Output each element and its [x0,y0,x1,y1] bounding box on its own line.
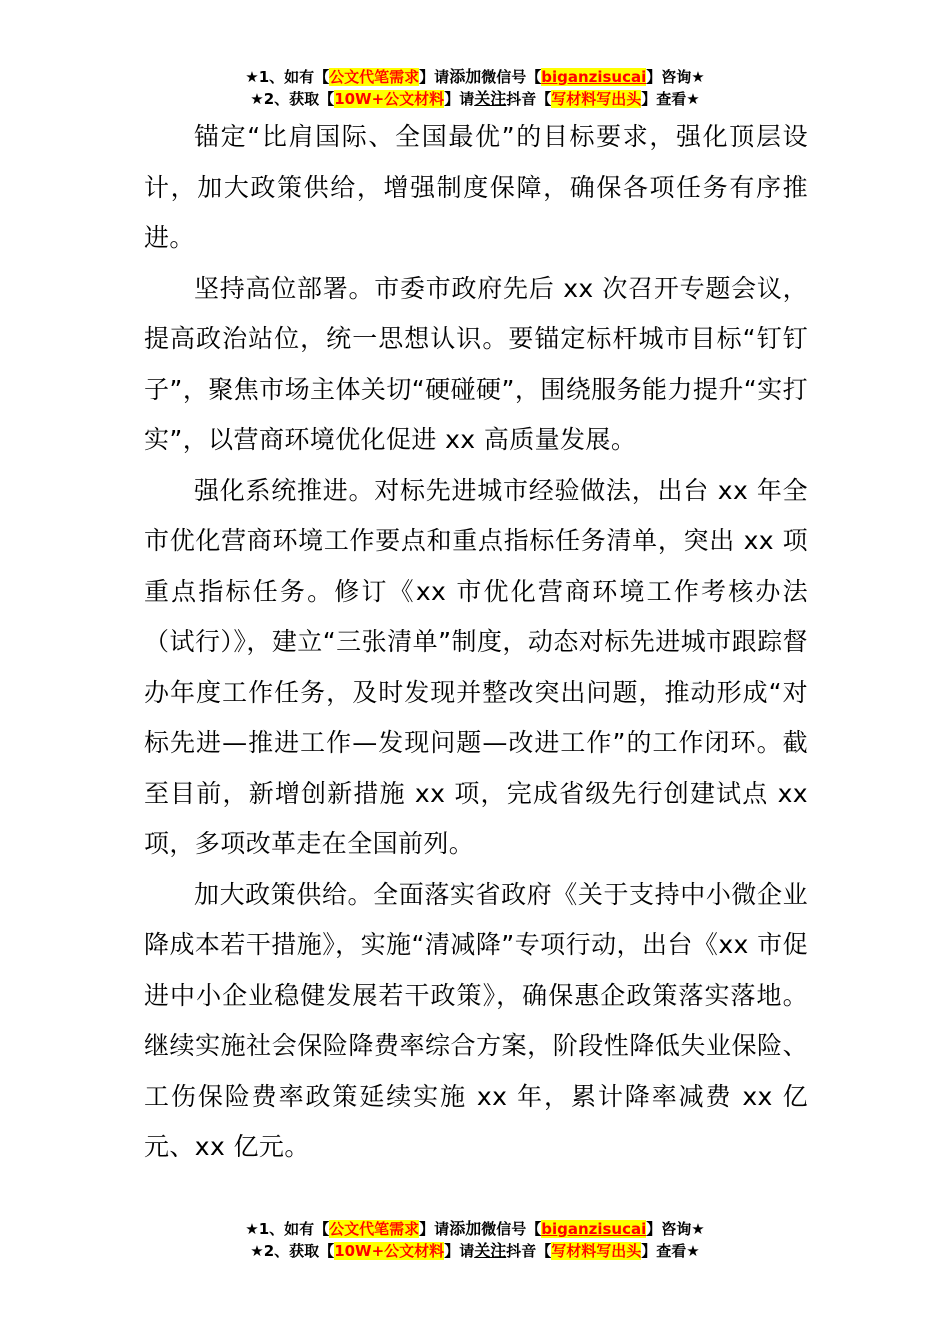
banner-text: 】请 [444,90,475,108]
banner-text: ★2、获取【 [250,1242,335,1260]
paragraph: 加大政策供给。全面落实省政府《关于支持中小微企业降成本若干措施》，实施“清减降”专项行动，出台《xx 市促进中小企业稳健发展若干政策》，确保惠企政策落实落地。继续实施社会保险降费率综合方案，阶段性降低失业保险、工伤保险费率政策延续实施 xx 年，累计降率减费 xx 亿元、xx 亿元。 [144,879,808,1161]
paragraph: 强化系统推进。对标先进城市经验做法，出台 xx 年全市优化营商环境工作要点和重点指标任务清单，突出 xx 项重点指标任务。修订《xx 市优化营商环境工作考核办法（试行）》，建立“三张清单”制度，动态对标先进城市跟踪督办年度工作任务，及时发现并整改突出问题，推动形成“对标先进—推进工作—发现问题—改进工作”的工作闭环。截至目前，新增创新措施 xx 项，完成省级先行创建试点 xx 项，多项改革走在全国前列。 [144,475,808,858]
banner-text: 关注 [474,89,507,108]
wechat-id-link[interactable]: biganzisucai [541,1220,647,1238]
banner-text: 】请 [444,1242,475,1260]
top-banner [0,66,950,110]
banner-line-2 [0,1240,950,1262]
wechat-id-link[interactable]: biganzisucai [541,68,647,86]
banner-text: 】请 [419,68,450,86]
banner-highlight: 10W+公文材料 [334,90,445,108]
banner-text: 关注 [474,1241,507,1260]
banner-text: 微信号【 [481,1220,542,1238]
paragraph: 锚定“比肩国际、全国最优”的目标要求，强化顶层设计，加大政策供给，增强制度保障，确保各项任务有序推进。 [144,122,808,252]
banner-text: ★2、获取【 [250,90,335,108]
bottom-banner [0,1218,950,1262]
banner-highlight: 写材料写出头 [551,90,642,108]
banner-highlight: 公文代笔需求 [329,1220,420,1238]
banner-line-1 [0,1218,950,1240]
banner-line-1 [0,66,950,88]
banner-text: 抖音【 [506,1242,552,1260]
banner-text: 抖音【 [506,90,552,108]
banner-text: 添加 [449,67,482,86]
banner-text: 】请 [419,1220,450,1238]
banner-highlight: 公文代笔需求 [329,68,420,86]
banner-text: 微信号【 [481,68,542,86]
banner-text: 】咨询★ [646,68,705,86]
banner-text: 】咨询★ [646,1220,705,1238]
paragraph: 坚持高位部署。市委市政府先后 xx 次召开专题会议，提高政治站位，统一思想认识。要锚定标杆城市目标“钉钉子”，聚焦市场主体关切“硬碰硬”，围绕服务能力提升“实打实”，以营商环境优化促进 xx 高质量发展。 [144,273,808,454]
document-body [144,112,808,1173]
banner-line-2 [0,88,950,110]
banner-text: ★1、如有【 [245,68,330,86]
banner-text: 添加 [449,1219,482,1238]
banner-highlight: 10W+公文材料 [334,1242,445,1260]
banner-text: ★1、如有【 [245,1220,330,1238]
banner-highlight: 写材料写出头 [551,1242,642,1260]
banner-text: 】查看★ [641,90,700,108]
banner-text: 】查看★ [641,1242,700,1260]
